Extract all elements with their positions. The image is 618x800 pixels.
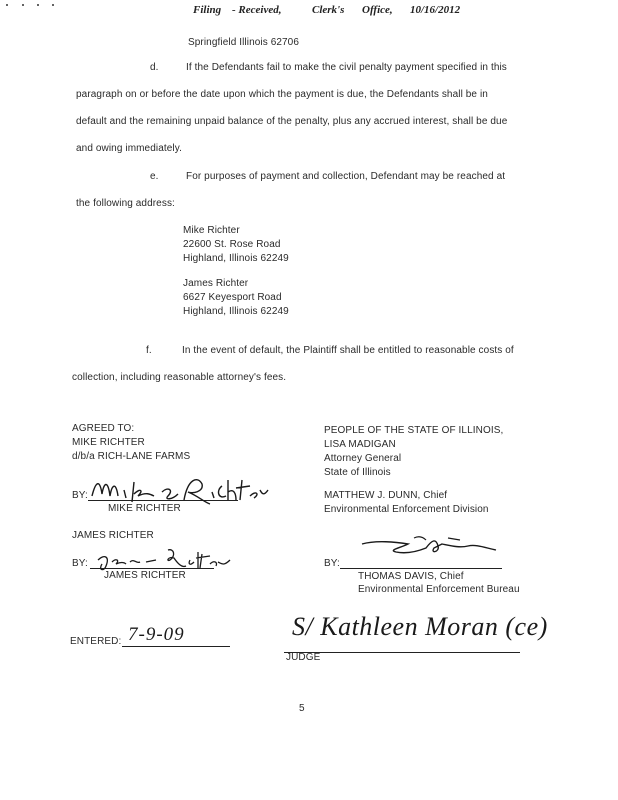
header-received: - Received, <box>232 4 282 16</box>
by-label-james: BY: <box>72 558 88 569</box>
address-mike <box>183 224 289 266</box>
matthew-dunn-division: Environmental Enforcement Division <box>324 504 489 515</box>
lisa-madigan-name: LISA MADIGAN <box>324 439 396 450</box>
by-label-plaintiff: BY: <box>324 558 340 569</box>
judge-label: JUDGE <box>286 652 321 663</box>
james-richter-signature-name: JAMES RICHTER <box>104 570 186 581</box>
address-mike-city: Highland, Illinois 62249 <box>183 253 289 264</box>
address-top: Springfield Illinois 62706 <box>188 37 300 48</box>
para-d-line1: If the Defendants fail to make the civil penalty payment specified in this <box>186 62 507 73</box>
entered-date-handwritten: 7-9-09 <box>128 624 185 645</box>
state-of-illinois: State of Illinois <box>324 467 391 478</box>
address-mike-name: Mike Richter <box>183 225 240 236</box>
para-e-line1: For purposes of payment and collection, Defendant may be reached at <box>186 171 506 182</box>
para-f-line1: In the event of default, the Plaintiff shall be entitled to reasonable costs of <box>182 345 514 356</box>
address-james-street: 6627 Keyesport Road <box>183 292 282 303</box>
judge-signature: S/ Kathleen Moran (ce) <box>292 612 548 641</box>
entered-label: ENTERED: <box>70 636 122 647</box>
para-f-line2: collection, including reasonable attorney's fees. <box>72 372 287 383</box>
agreed-to-label: AGREED TO: <box>72 423 135 434</box>
address-james-city: Highland, Illinois 62249 <box>183 306 289 317</box>
dba-label: d/b/a RICH-LANE FARMS <box>72 451 191 462</box>
address-mike-street: 22600 St. Rose Road <box>183 239 281 250</box>
agreed-block <box>72 422 190 464</box>
thomas-davis-signature <box>356 530 506 564</box>
header-filing: Filing <box>193 4 222 16</box>
plaintiff-block <box>324 424 503 480</box>
matthew-dunn-name: MATTHEW J. DUNN, Chief <box>324 490 448 501</box>
address-james <box>183 277 289 319</box>
attorney-general-title: Attorney General <box>324 453 402 464</box>
para-e-line2: the following address: <box>76 198 175 209</box>
thomas-davis-name: THOMAS DAVIS, Chief <box>358 571 464 582</box>
thomas-davis-bureau: Environmental Enforcement Bureau <box>358 584 520 595</box>
mike-richter-name: MIKE RICHTER <box>72 437 145 448</box>
by-label-mike: BY: <box>72 490 88 501</box>
entered-date-line <box>122 646 230 647</box>
para-d-line3: default and the remaining unpaid balance of the penalty, plus any accrued interest, shall be due <box>76 116 508 127</box>
people-of-illinois: PEOPLE OF THE STATE OF ILLINOIS, <box>324 425 504 436</box>
header-office: Office, <box>362 4 393 16</box>
page-number: 5 <box>299 703 305 714</box>
header-date: 10/16/2012 <box>410 4 461 16</box>
mike-richter-signature-name: MIKE RICHTER <box>108 503 181 514</box>
para-e-letter: e. <box>150 171 159 182</box>
address-james-name: James Richter <box>183 278 249 289</box>
para-d-line4: and owing immediately. <box>76 143 182 154</box>
para-f-letter: f. <box>146 345 152 356</box>
james-richter-heading: JAMES RICHTER <box>72 530 154 541</box>
header-clerks: Clerk's <box>312 4 345 16</box>
para-d-line2: paragraph on or before the date upon which the payment is due, the Defendants shall be in <box>76 89 488 100</box>
para-d-letter: d. <box>150 62 159 73</box>
signature-line-davis <box>340 568 502 569</box>
